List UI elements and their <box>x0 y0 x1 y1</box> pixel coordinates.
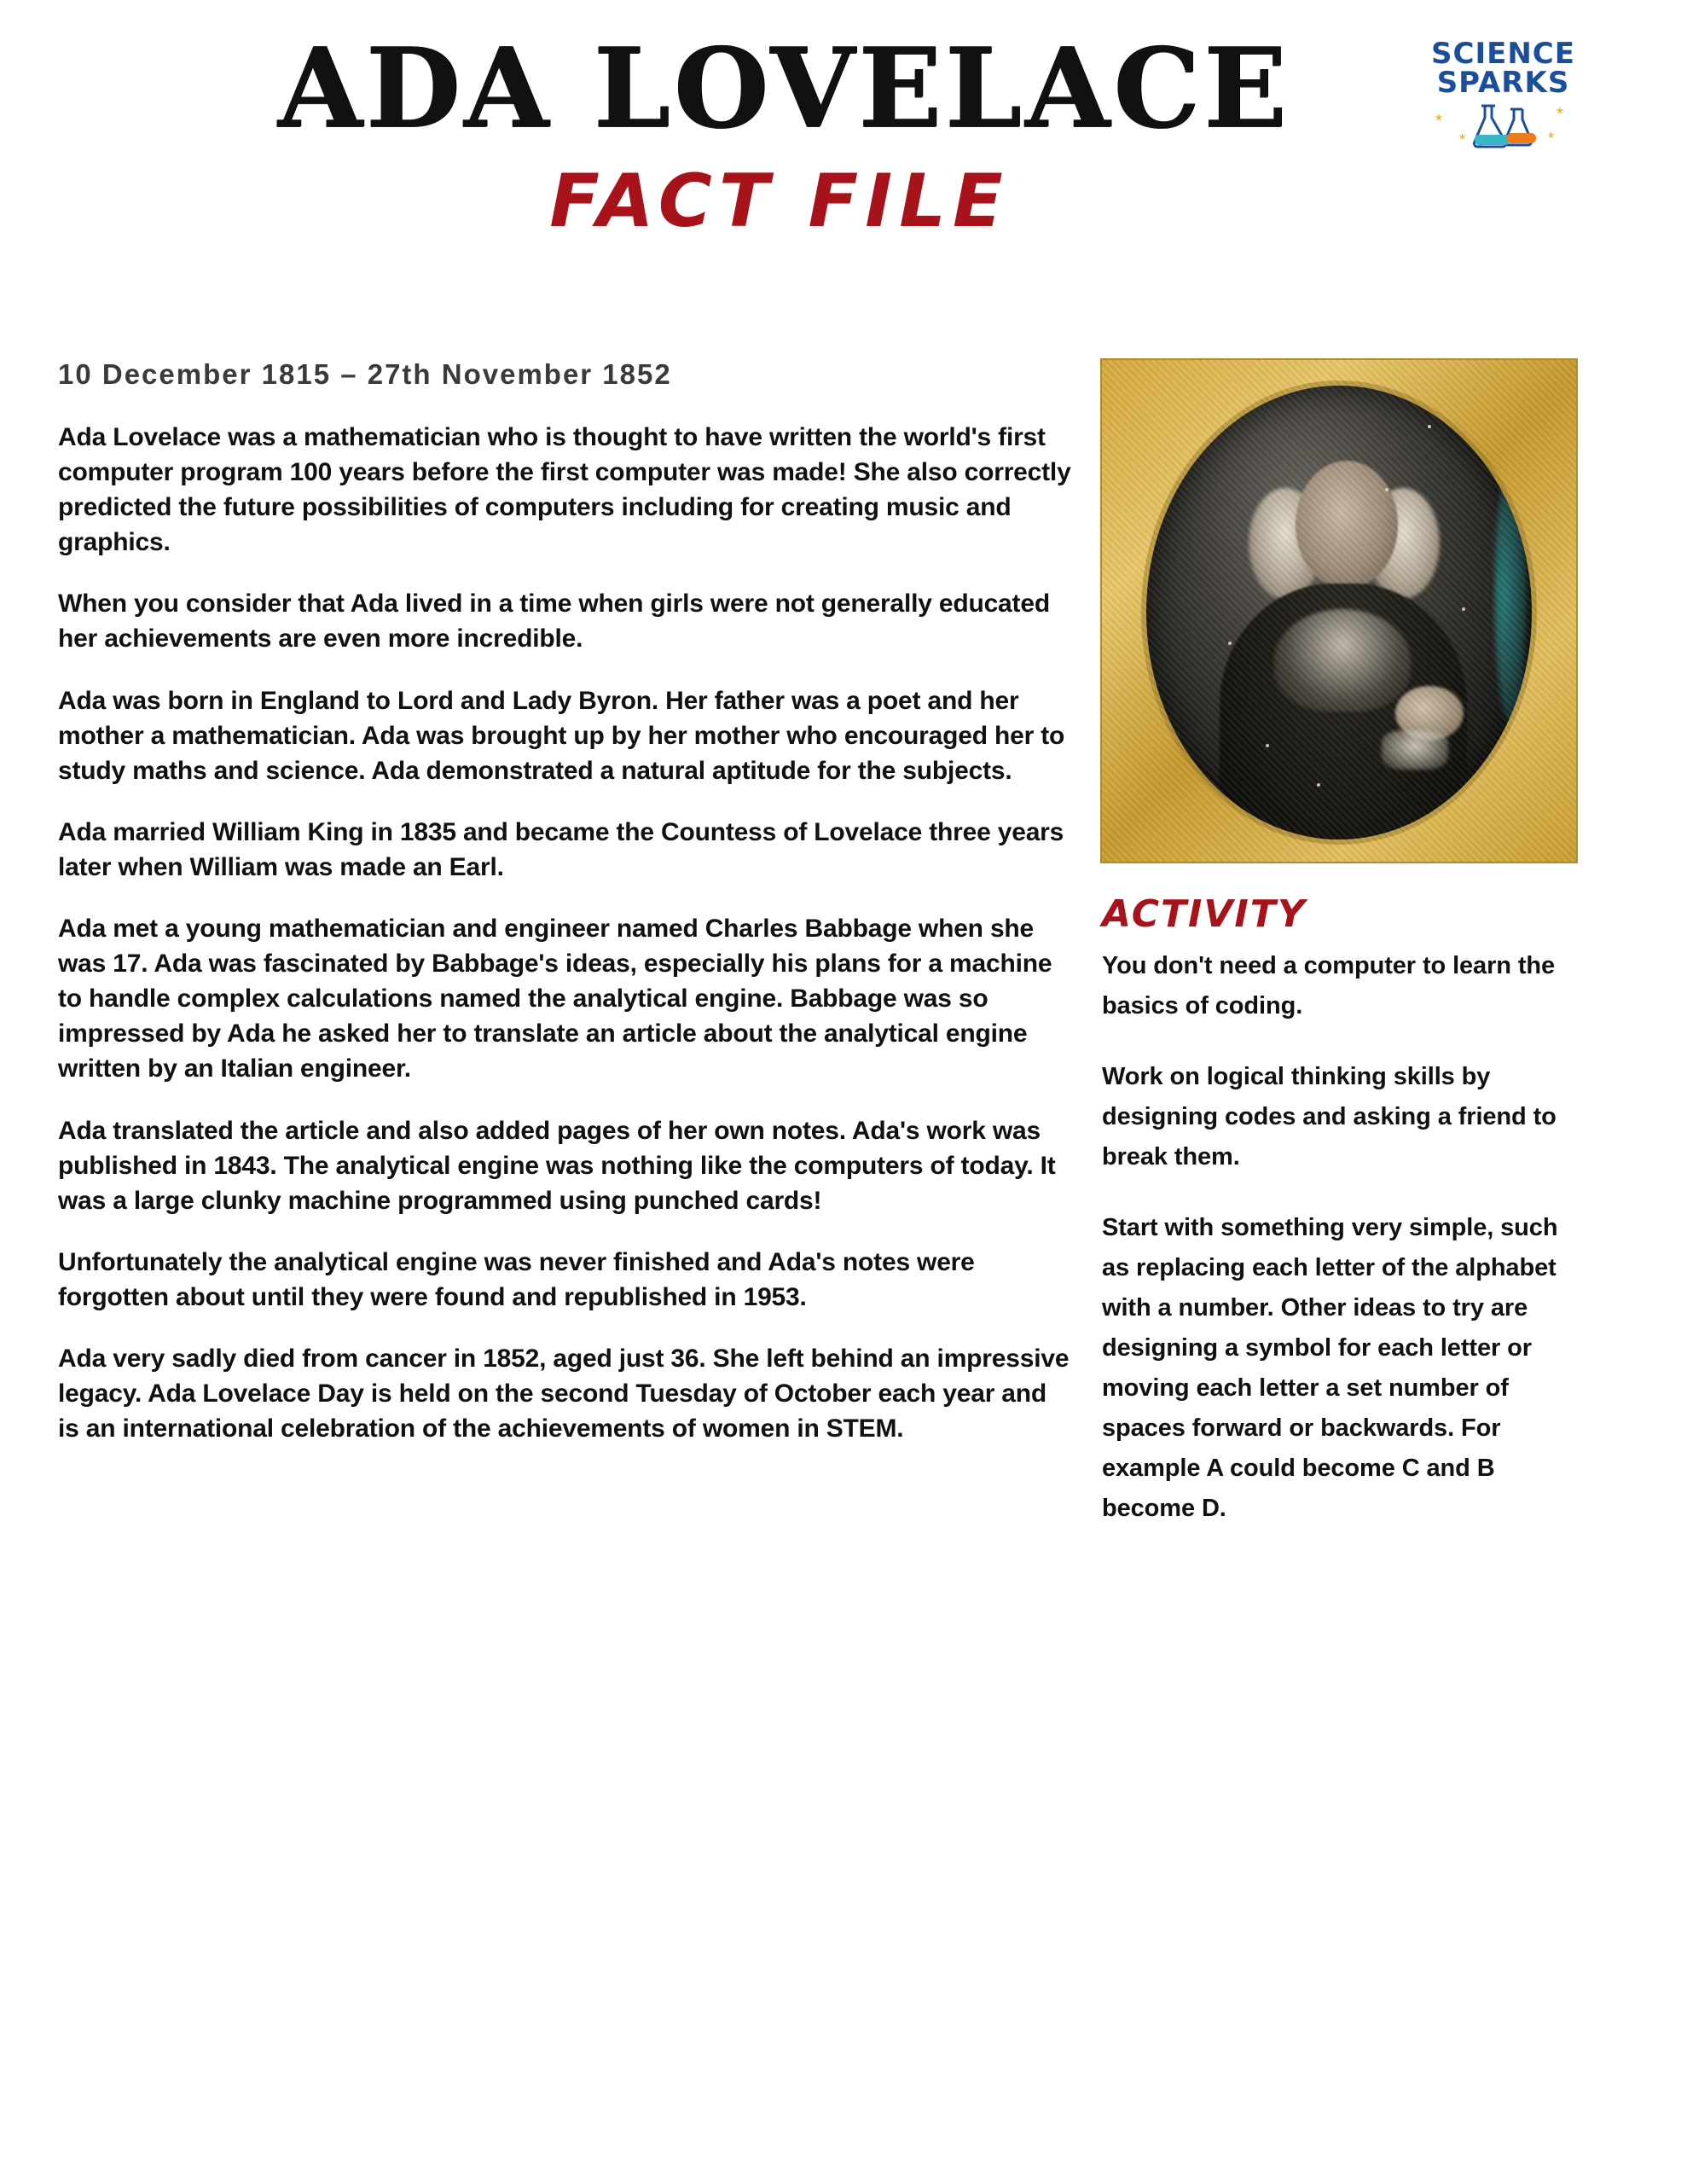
page-content <box>0 358 1687 2184</box>
svg-text:*: * <box>1459 131 1466 148</box>
flask-icon <box>1429 101 1578 148</box>
portrait-speck <box>1317 783 1320 787</box>
portrait-speck <box>1266 744 1269 747</box>
portrait-face <box>1296 461 1398 589</box>
body-paragraph: Ada translated the article and also added pages of her own notes. Ada's work was published in 1843. The analytical engine was nothing like the computers of today. It was a large clunky machine programmed using punched cards! <box>58 1116 1056 1215</box>
science-sparks-logo <box>1429 39 1578 148</box>
body-paragraph: Ada was born in England to Lord and Lady Byron. Her father was a poet and her mother a mathematician. Ada was brought up by her mother who encouraged her to study maths and science. Ada demonstrated a natural aptitude for the subjects. <box>58 686 1065 785</box>
page-title: ADA LOVELACE <box>277 25 1290 153</box>
portrait-speck <box>1197 437 1201 440</box>
portrait-speck <box>1228 642 1232 645</box>
body-paragraph: Ada Lovelace was a mathematician who is thought to have written the world's first computer program 100 years before the first computer was made! She also correctly predicted the future possibilities of computers including for creating music and graphics. <box>58 423 1071 557</box>
portrait-cuff <box>1382 730 1448 770</box>
activity-paragraph: Start with something very simple, such as replacing each letter of the alphabet with a number. Other ideas to try are designing a symbol for each letter or moving each letter a set number of spaces forward or backwards. For example A could become C and B become D. <box>1102 1213 1558 1522</box>
page-subtitle: FACT FILE <box>549 159 1010 244</box>
body-paragraph: Ada met a young mathematician and engineer named Charles Babbage when she was 17. Ada was fascinated by Babbage's ideas, especially his plans for a machine to handle complex calculations named the analytical engine. Babbage was so impressed by Ada he asked her to translate an article about the analytical engine written by an Italian engineer. <box>58 915 1052 1083</box>
activity-paragraph: You don't need a computer to learn the basics of coding. <box>1102 952 1556 1019</box>
portrait-speck <box>1385 488 1388 491</box>
sidebar-column <box>1100 358 1578 1560</box>
main-column <box>58 358 1073 1472</box>
svg-text:*: * <box>1557 105 1563 124</box>
ada-lovelace-portrait <box>1100 358 1578 863</box>
svg-text:*: * <box>1435 112 1442 131</box>
body-paragraph: When you consider that Ada lived in a time when girls were not generally educated her achievements are even more incredible. <box>58 590 1050 653</box>
activity-paragraph: Work on logical thinking skills by designing codes and asking a friend to break them. <box>1102 1062 1557 1170</box>
page-header <box>0 0 1687 244</box>
logo-line-science: SCIENCE <box>1431 37 1575 71</box>
portrait-teal-highlight <box>1494 468 1527 722</box>
life-dates: 10 December 1815 – 27th November 1852 <box>58 358 672 390</box>
body-paragraph: Ada very sadly died from cancer in 1852, aged just 36. She left behind an impressive legacy. Ada Lovelace Day is held on the second Tuesday of October each year and is an international celebration of the achievements of women in STEM. <box>58 1344 1070 1443</box>
body-paragraph: Unfortunately the analytical engine was never finished and Ada's notes were forgotten about until they were found and republished in 1953. <box>58 1247 975 1311</box>
logo-line-sparks: SPARKS <box>1436 66 1570 100</box>
portrait-speck <box>1462 607 1465 611</box>
body-paragraph: Ada married William King in 1835 and became the Countess of Lovelace three years later when William was made an Earl. <box>58 817 1064 881</box>
portrait-speck <box>1428 425 1431 428</box>
activity-heading: ACTIVITY <box>1102 892 1307 936</box>
portrait-lace-collar <box>1274 609 1411 712</box>
svg-text:*: * <box>1548 130 1555 147</box>
portrait-oval <box>1146 386 1532 839</box>
